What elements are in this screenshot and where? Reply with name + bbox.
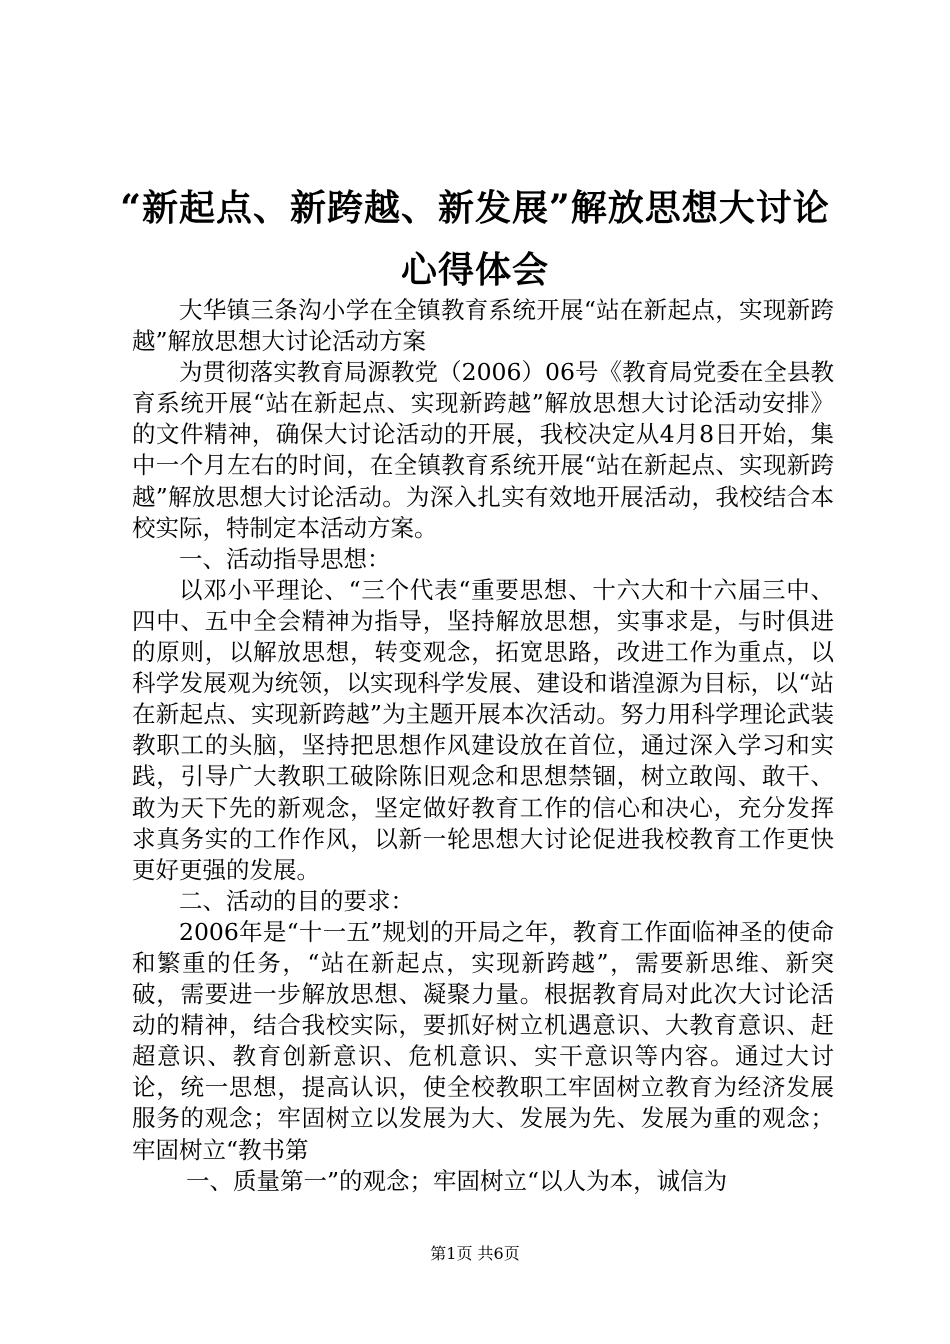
section-heading-guiding-thought: 一、活动指导思想：	[179, 544, 391, 573]
paragraph-purpose: 为贯彻落实教育局源教党（2006）06号《教育局党委在全县教育系统开展“站在新起点、实现新跨越”解放思想大讨论活动安排》的文件精神，确保大讨论活动的开展，我校决定从4月8日开始，集中一个月左右的时间，在全镇教育系统开展“站在新起点、实现新跨越”解放思想大讨论活动。为深入扎实有效地开展活动，我校结合本校实际，特制定本活动方案。	[132, 358, 834, 542]
paragraph-continuation: 一、质量第一”的观念；牢固树立“以人为本，诚信为	[186, 1166, 728, 1195]
paragraph-intro: 大华镇三条沟小学在全镇教育系统开展“站在新起点，实现新跨越”解放思想大讨论活动方案	[132, 296, 834, 356]
page-number-footer: 第1页 共6页	[430, 1244, 520, 1263]
document-title-line-1: “新起点、新跨越、新发展”解放思想大讨论	[120, 187, 830, 229]
paragraph-objectives: 2006年是“十一五”规划的开局之年，教育工作面临神圣的使命和繁重的任务，“站在新起点，实现新跨越”，需要新思维、新突破，需要进一步解放思想、凝聚力量。根据教育局对此次大讨论活动的精神，结合我校实际，要抓好树立机遇意识、大教育意识、赶超意识、教育创新意识、危机意识、实干意识等内容。通过大讨论，统一思想，提高认识，使全校教职工牢固树立教育为经济发展服务的观念；牢固树立以发展为大、发展为先、发展为重的观念；牢固树立“教书第	[132, 917, 834, 1164]
document-title-line-2: 心得体会	[400, 249, 549, 291]
paragraph-guiding-thought: 以邓小平理论、“三个代表“重要思想、十六大和十六届三中、四中、五中全会精神为指导，坚持解放思想，实事求是，与时俱进的原则，以解放思想，转变观念，拓宽思路，改进工作为重点，以科学发展观为统领，以实现科学发展、建设和谐湟源为目标，以“站在新起点、实现新跨越”为主题开展本次活动。努力用科学理论武装教职工的头脑，坚持把思想作风建设放在首位，通过深入学习和实践，引导广大教职工破除陈旧观念和思想禁锢，树立敢闯、敢干、敢为天下先的新观念，坚定做好教育工作的信心和决心，充分发挥求真务实的工作作风，以新一轮思想大讨论促进我校教育工作更快更好更强的发展。	[132, 575, 834, 884]
section-heading-objectives: 二、活动的目的要求：	[179, 886, 414, 915]
document-body	[132, 295, 834, 1197]
